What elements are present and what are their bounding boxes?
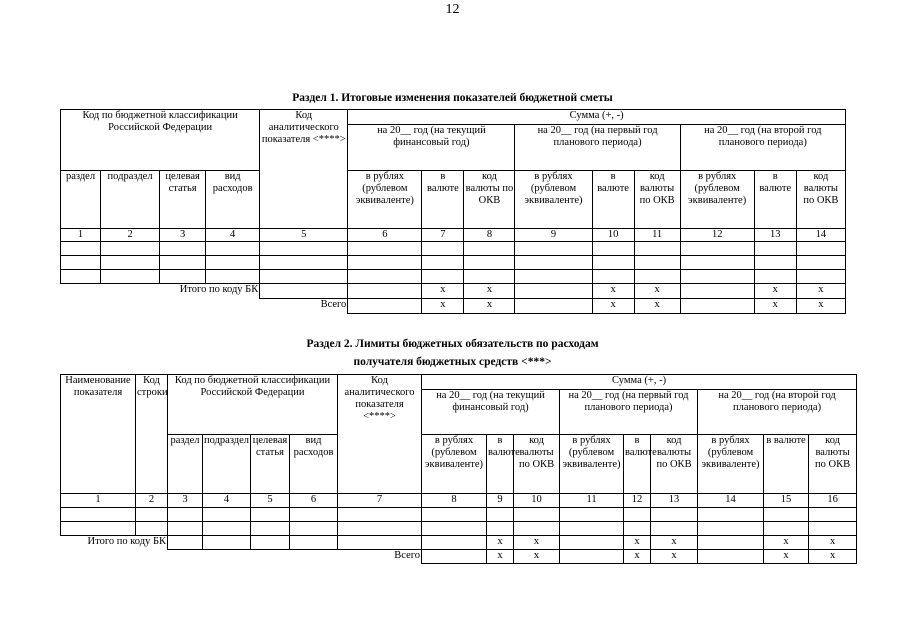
s1-num: 4 (206, 229, 260, 242)
s1-empty-row (61, 242, 846, 256)
x-mark: x (464, 284, 515, 299)
s1-total-label: Всего (61, 299, 348, 314)
s2-col-podrazdel: подраздел (203, 435, 251, 494)
s2-col-val-2: в валюте (624, 435, 651, 494)
s2-num: 15 (764, 494, 809, 508)
s2-hdr-name: Наименование показателя (61, 375, 136, 494)
s1-num: 13 (754, 229, 796, 242)
s2-empty-row (61, 508, 857, 522)
s2-hdr-code: Код строки (136, 375, 168, 494)
s1-total-bk-label: Итого по коду БК (61, 284, 260, 299)
s1-year-first: на 20__ год (на первый год планового периода) (515, 125, 680, 171)
s1-num: 6 (348, 229, 422, 242)
s1-num: 11 (634, 229, 680, 242)
s2-total-row (61, 550, 857, 564)
x-mark: x (487, 550, 514, 564)
s1-num: 1 (61, 229, 101, 242)
x-mark: x (754, 284, 796, 299)
s1-col-rub-1: в рублях (рублевом эквиваленте) (348, 171, 422, 229)
x-mark: x (592, 284, 634, 299)
s2-hdr-analytic: Код аналитического показателя <****> (338, 375, 422, 494)
s1-total-row (61, 299, 846, 314)
s2-num: 14 (698, 494, 764, 508)
s2-total-label: Всего (61, 550, 422, 564)
s1-empty-row (61, 270, 846, 284)
s2-col-kodval-3: код валюты по ОКВ (809, 435, 857, 494)
x-mark: x (624, 550, 651, 564)
s2-col-val-1: в валюте (487, 435, 514, 494)
s2-hdr-sum: Сумма (+, -) (422, 375, 857, 390)
s2-col-celevaya: целевая статья (251, 435, 290, 494)
s1-year-second: на 20__ год (на второй год планового периода) (680, 125, 845, 171)
s1-num: 2 (101, 229, 160, 242)
x-mark: x (809, 536, 857, 550)
s2-hdr-bk: Код по бюджетной классификации Российской Федерации (168, 375, 338, 435)
x-mark: x (514, 536, 560, 550)
s1-num: 14 (796, 229, 845, 242)
x-mark: x (422, 299, 464, 314)
s1-num: 10 (592, 229, 634, 242)
s1-col-podrazdel: подраздел (101, 171, 160, 229)
s2-num: 12 (624, 494, 651, 508)
s1-num: 7 (422, 229, 464, 242)
s2-year-second: на 20__ год (на второй год планового периода) (698, 390, 857, 435)
s2-num: 5 (251, 494, 290, 508)
s2-num: 7 (338, 494, 422, 508)
x-mark: x (624, 536, 651, 550)
x-mark: x (514, 550, 560, 564)
s2-col-razdel: раздел (168, 435, 203, 494)
s2-year-current: на 20__ год (на текущий финансовый год) (422, 390, 560, 435)
s1-col-rub-3: в рублях (рублевом эквиваленте) (680, 171, 754, 229)
s1-col-val-1: в валюте (422, 171, 464, 229)
s1-col-kodval-2: код валюты по ОКВ (634, 171, 680, 229)
s2-num: 4 (203, 494, 251, 508)
s2-num: 2 (136, 494, 168, 508)
section1-table (60, 109, 846, 314)
section1-title: Раздел 1. Итоговые изменения показателей бюджетной сметы (292, 92, 613, 104)
s2-num: 10 (514, 494, 560, 508)
s1-col-rub-2: в рублях (рублевом эквиваленте) (515, 171, 592, 229)
s2-num: 13 (651, 494, 698, 508)
x-mark: x (487, 536, 514, 550)
s1-col-celevaya: целевая статья (160, 171, 206, 229)
x-mark: x (796, 284, 845, 299)
s2-num: 9 (487, 494, 514, 508)
x-mark: x (764, 550, 809, 564)
s1-col-kodval-3: код валюты по ОКВ (796, 171, 845, 229)
page-number: 12 (445, 2, 460, 17)
x-mark: x (764, 536, 809, 550)
x-mark: x (464, 299, 515, 314)
s1-year-current: на 20__ год (на текущий финансовый год) (348, 125, 515, 171)
s1-col-razdel: раздел (61, 171, 101, 229)
s2-num: 1 (61, 494, 136, 508)
x-mark: x (634, 299, 680, 314)
section2-title-line1: Раздел 2. Лимиты бюджетных обязательств по расходам (306, 338, 599, 350)
s2-year-first: на 20__ год (на первый год планового периода) (560, 390, 698, 435)
s2-num: 16 (809, 494, 857, 508)
s2-total-bk-label: Итого по коду БК (61, 536, 168, 550)
s2-col-vid: вид расходов (290, 435, 338, 494)
x-mark: x (796, 299, 845, 314)
x-mark: x (592, 299, 634, 314)
s1-num: 12 (680, 229, 754, 242)
s1-hdr-bk: Код по бюджетной классификации Российской Федерации (61, 110, 260, 171)
s1-num: 3 (160, 229, 206, 242)
s1-empty-row (61, 256, 846, 270)
s2-col-kodval-1: код валюты по ОКВ (514, 435, 560, 494)
s2-num: 3 (168, 494, 203, 508)
s2-col-rub-2: в рублях (рублевом эквиваленте) (560, 435, 624, 494)
s2-num: 8 (422, 494, 487, 508)
s1-col-kodval-1: код валюты по ОКВ (464, 171, 515, 229)
section2-table (60, 374, 857, 564)
s2-col-rub-3: в рублях (рублевом эквиваленте) (698, 435, 764, 494)
section2-title-line2: получателя бюджетных средств <***> (353, 356, 552, 368)
s2-empty-row (61, 522, 857, 536)
s1-col-val-3: в валюте (754, 171, 796, 229)
x-mark: x (651, 536, 698, 550)
s1-num: 5 (260, 229, 348, 242)
s2-col-val-3: в валюте (764, 435, 809, 494)
s1-col-vid: вид расходов (206, 171, 260, 229)
x-mark: x (422, 284, 464, 299)
s1-num: 9 (515, 229, 592, 242)
s2-total-bk-row (61, 536, 857, 550)
s2-num: 6 (290, 494, 338, 508)
x-mark: x (809, 550, 857, 564)
s2-col-kodval-2: код валюты по ОКВ (651, 435, 698, 494)
s1-col-val-2: в валюте (592, 171, 634, 229)
x-mark: x (634, 284, 680, 299)
s1-hdr-analytic: Код аналитического показателя <****> (260, 110, 348, 229)
s1-num: 8 (464, 229, 515, 242)
x-mark: x (754, 299, 796, 314)
s1-total-bk-row (61, 284, 846, 299)
x-mark: x (651, 550, 698, 564)
s2-num: 11 (560, 494, 624, 508)
s1-hdr-sum: Сумма (+, -) (348, 110, 846, 125)
s2-col-rub-1: в рублях (рублевом эквиваленте) (422, 435, 487, 494)
